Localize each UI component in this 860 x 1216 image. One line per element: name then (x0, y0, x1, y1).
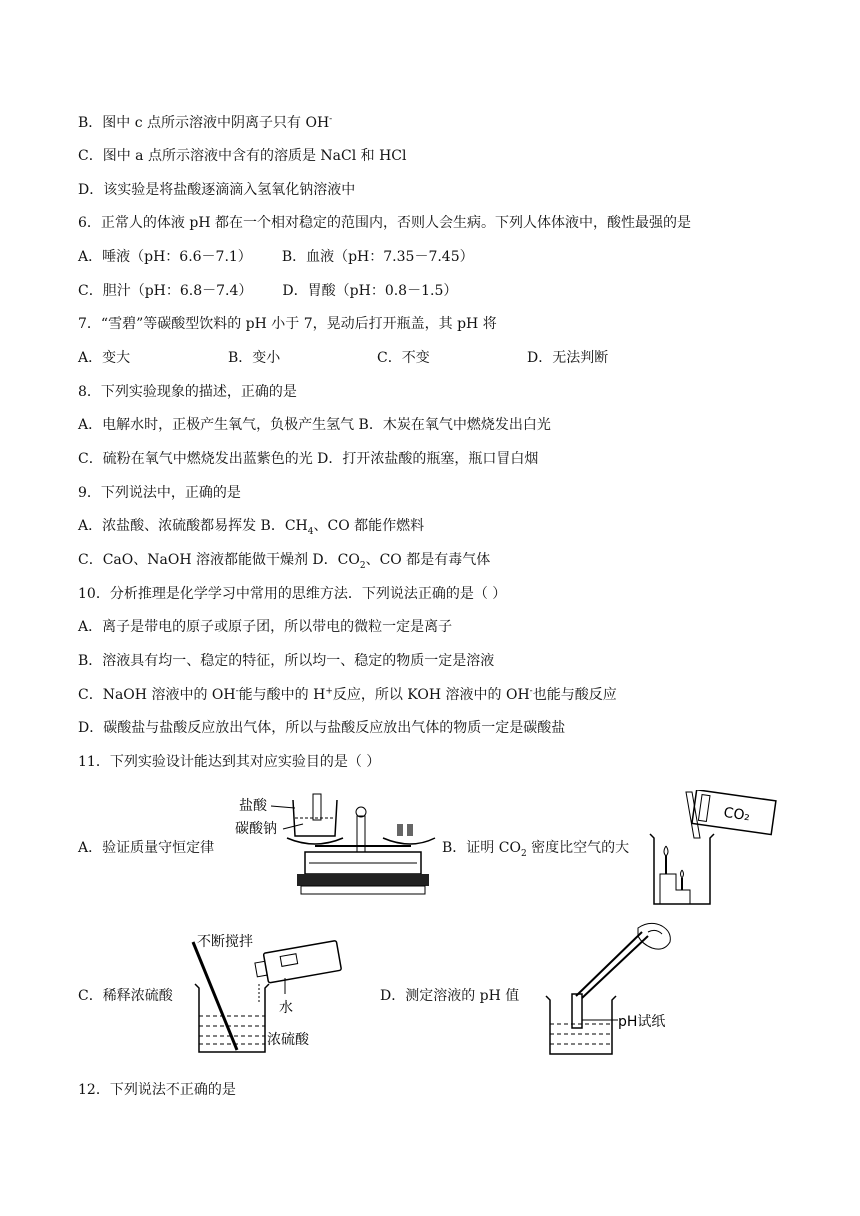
q10-option-b: B．溶液具有均一、稳定的特征，所以均一、稳定的物质一定是溶液 (78, 653, 495, 669)
q7-option-b: B．变小 (228, 350, 281, 366)
question-12: 12．下列说法不正确的是 (78, 1082, 236, 1098)
q6-option-a: A．唾液（pH：6.6－7.1） (78, 249, 252, 265)
question-6: 6．正常人的体液 pH 都在一个相对稳定的范围内，否则人会生病。下列人体体液中，酸性最强的是 (78, 215, 691, 231)
q10-option-c: C．NaOH 溶液中的 OH-能与酸中的 H+反应，所以 KOH 溶液中的 OH-也能与酸反应 (78, 686, 617, 703)
question-7: 7．“雪碧”等碳酸型饮料的 pH 小于 7，晃动后打开瓶盖，其 pH 将 (78, 316, 497, 332)
co2-beaker-figure (640, 790, 780, 908)
q11-option-a: A．验证质量守恒定律 (78, 840, 215, 856)
question-10: 10．分析推理是化学学习中常用的思维方法．下列说法正确的是（ ） (78, 586, 507, 602)
q11-option-b: B．证明 $CO_2$ 密度比空气的大 (442, 840, 630, 859)
dilution-figure (185, 932, 350, 1057)
q6-option-c: C．胆汁（pH：6.8－7.4） (78, 283, 253, 299)
q6-option-b: B．血液（pH：7.35－7.45） (281, 249, 474, 265)
q6-options-ab (78, 247, 474, 267)
label-water: 水 (279, 1000, 293, 1016)
balance-figure (225, 788, 440, 898)
question-9: 9．下列说法中，正确的是 (78, 485, 241, 501)
q10-option-a: A．离子是带电的原子或原子团，所以带电的微粒一定是离子 (78, 619, 453, 635)
q5-option-b: B．图中 c 点所示溶液中阴离子只有 OH- (78, 114, 333, 131)
label-concentrated-sulfuric-acid: 浓硫酸 (267, 1032, 309, 1048)
label-hydrochloric-acid: 盐酸 (239, 798, 267, 814)
q7-option-c: C．不变 (377, 350, 430, 366)
label-ph-paper: pH试纸 (618, 1014, 666, 1030)
q11-option-c: C．稀释浓硫酸 (78, 988, 173, 1004)
label-keep-stirring: 不断搅拌 (197, 934, 253, 950)
q6-options-cd (78, 281, 457, 301)
q8-options-cd: C．硫粉在氧气中燃烧发出蓝紫色的光 D．打开浓盐酸的瓶塞，瓶口冒白烟 (78, 451, 539, 467)
q11-option-d: D．测定溶液的 pH 值 (380, 988, 520, 1004)
label-co2: CO₂ (722, 804, 752, 825)
q7-option-a: A．变大 (78, 350, 131, 366)
question-8: 8．下列实验现象的描述，正确的是 (78, 384, 297, 400)
label-sodium-carbonate: 碳酸钠 (235, 821, 277, 837)
q6-option-d: D．胃酸（pH：0.8－1.5） (282, 283, 458, 299)
q9-options-ab: A．浓盐酸、浓硫酸都易挥发 B．$CH_4$、CO 都能作燃料 (78, 518, 425, 537)
q7-option-d: D．无法判断 (527, 350, 609, 366)
question-11: 11．下列实验设计能达到其对应实验目的是（ ） (78, 754, 381, 770)
ph-test-figure (538, 918, 688, 1058)
q5-option-d: D．该实验是将盐酸逐滴滴入氢氧化钠溶液中 (78, 182, 356, 198)
q5-option-c: C．图中 a 点所示溶液中含有的溶质是 NaCl 和 HCl (78, 148, 407, 164)
q10-option-d: D．碳酸盐与盐酸反应放出气体，所以与盐酸反应放出气体的物质一定是碳酸盐 (78, 720, 566, 736)
q8-options-ab: A．电解水时，正极产生氧气，负极产生氢气 B．木炭在氧气中燃烧发出白光 (78, 417, 551, 433)
q9-options-cd: C．CaO、NaOH 溶液都能做干燥剂 D．$CO_2$、CO 都是有毒气体 (78, 552, 491, 571)
